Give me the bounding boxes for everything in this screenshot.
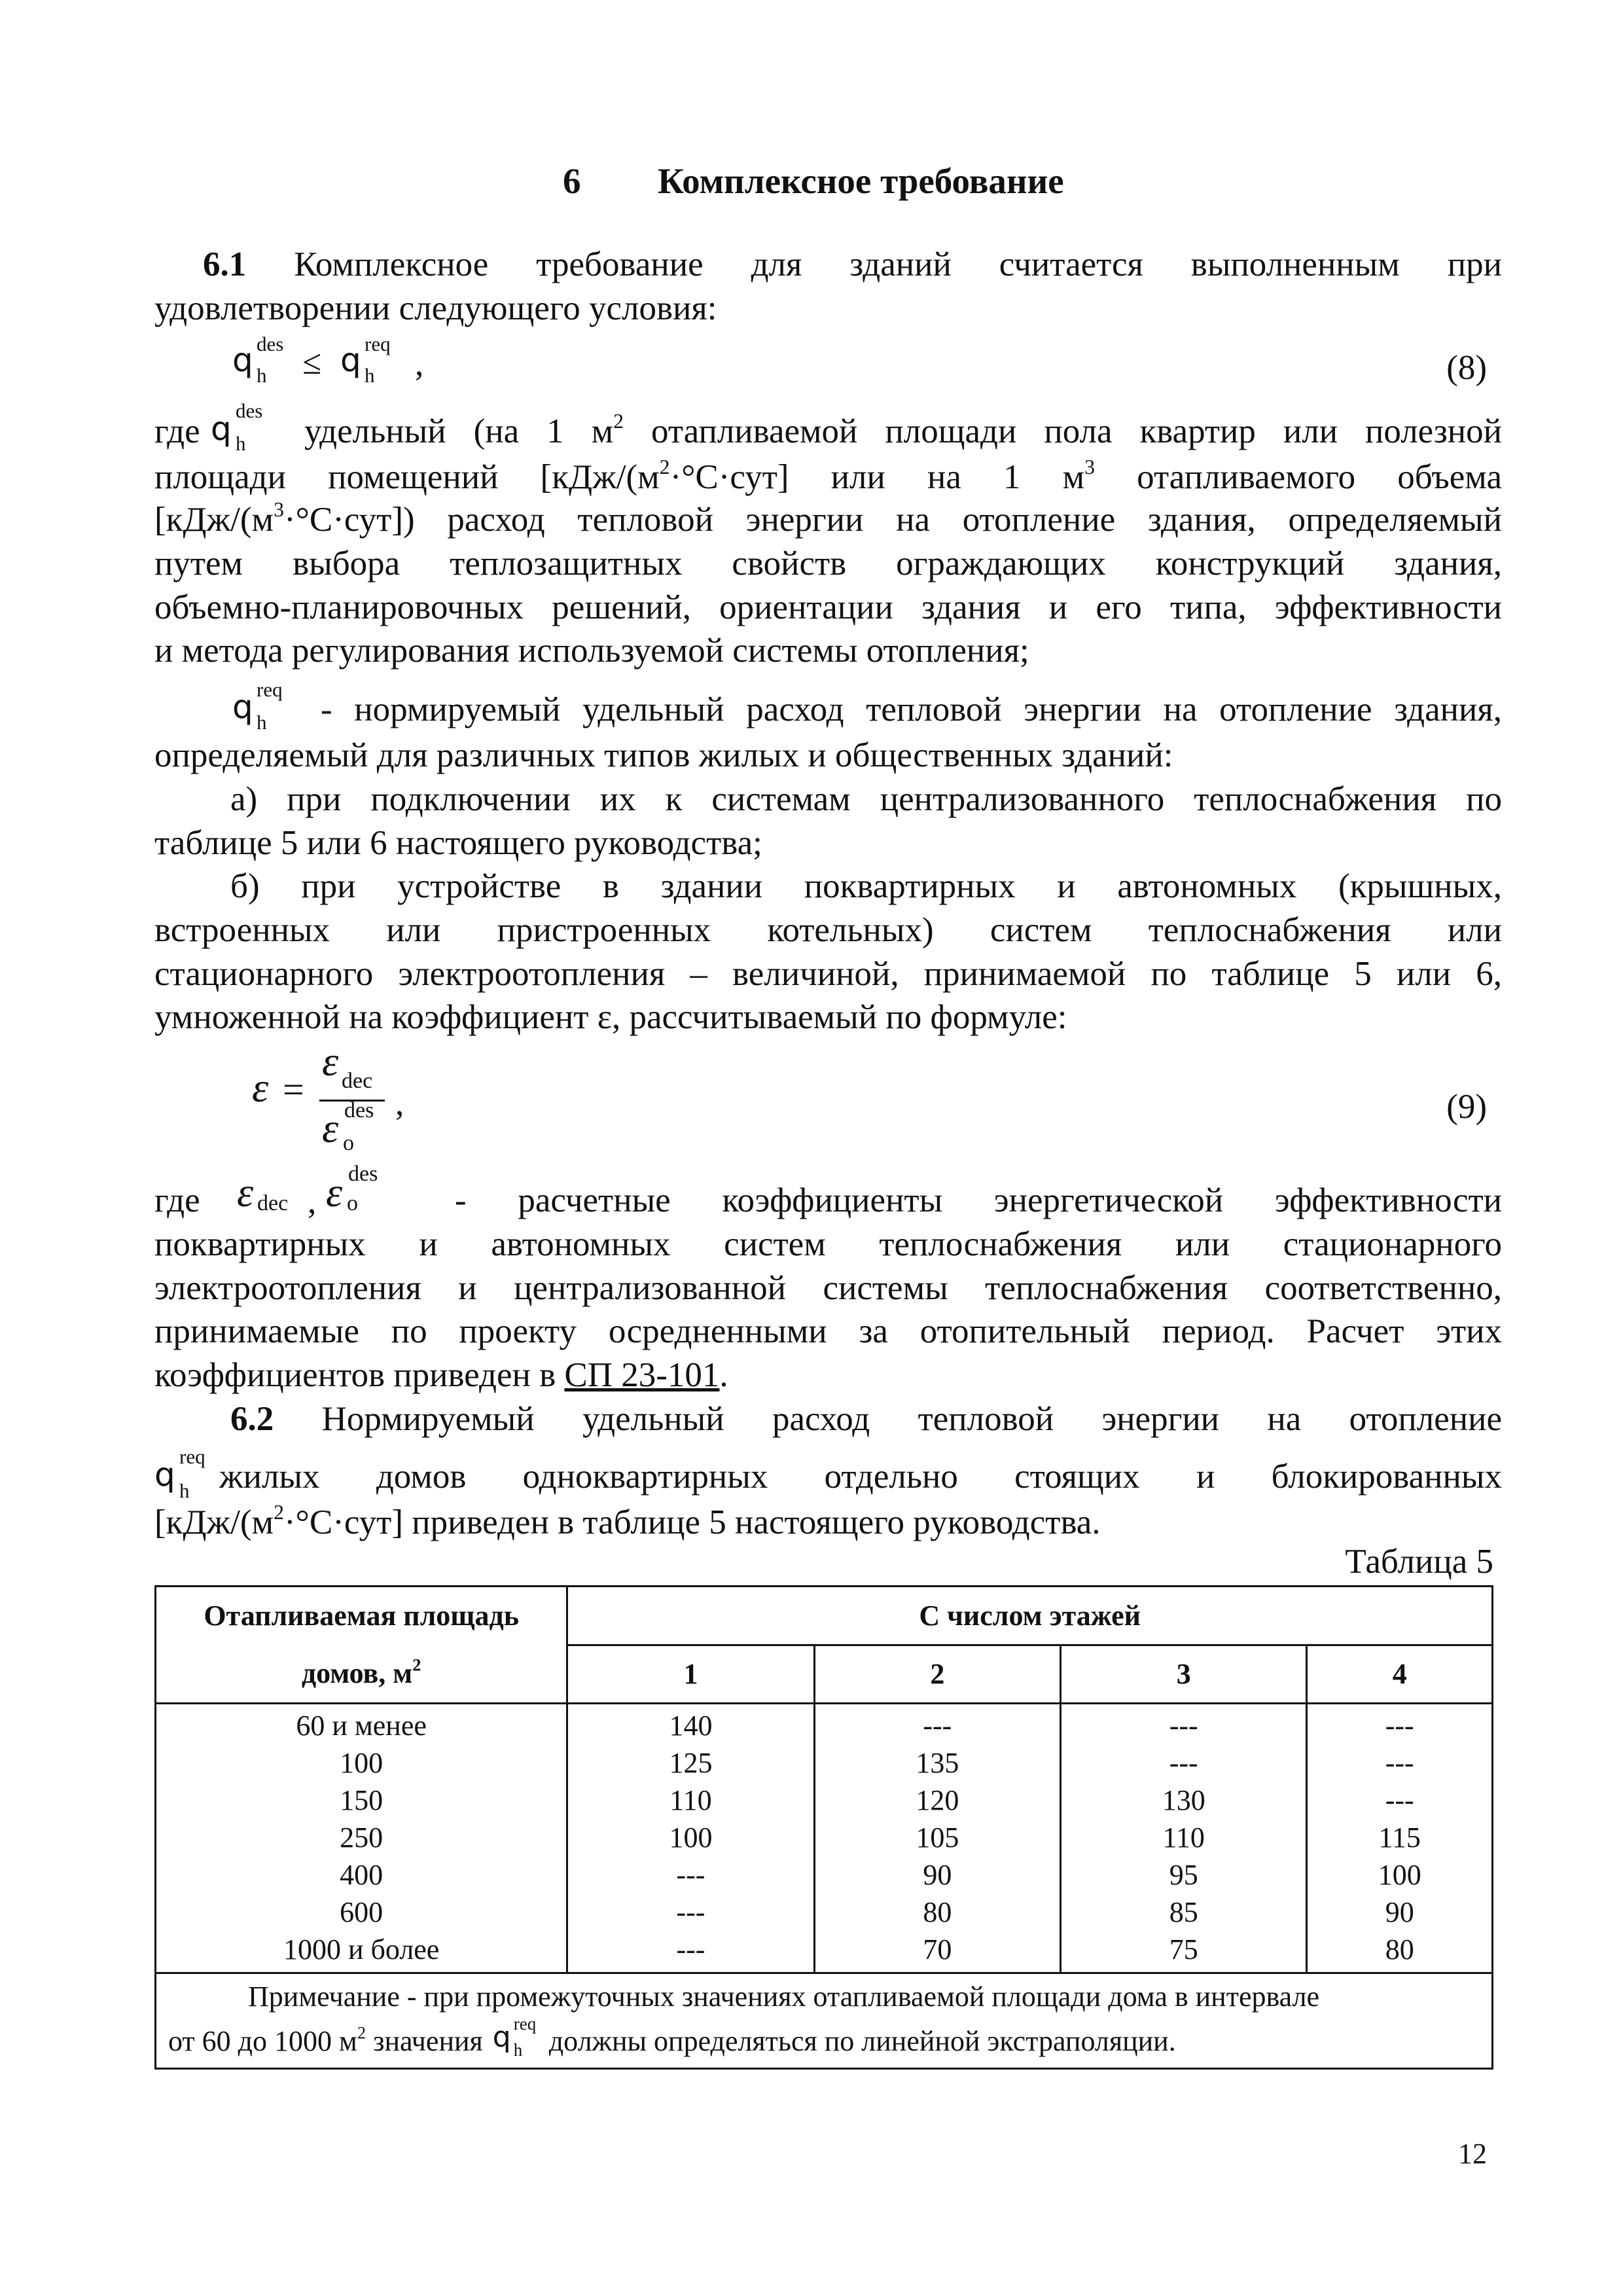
superscript-des: des: [344, 1098, 374, 1122]
header-floor-1: 1: [567, 1645, 814, 1704]
section-title: Комплексное требование: [658, 161, 1064, 201]
definition-line: - расчетные коэффициенты энергетической эффективности: [455, 1181, 1502, 1219]
equation-number: (9): [1446, 1088, 1487, 1126]
le-sign: ≤: [302, 344, 322, 382]
table-cell: 140: [669, 1710, 713, 1742]
table-note-row: [156, 1973, 1493, 2069]
comma: ,: [395, 1085, 404, 1122]
text: отапливаемой площади пола квартир или полезной: [624, 412, 1502, 450]
item-a-line2: таблице 5 или 6 настоящего руководства;: [154, 824, 762, 862]
table-body-row: [156, 1704, 1493, 1973]
column-floor-4: [1307, 1704, 1493, 1973]
definition-line: поквартирных и автономных систем теплоснабжения или стационарного: [154, 1225, 1502, 1263]
text: Нормируемый удельный расход тепловой энергии на отопление: [321, 1400, 1503, 1438]
table-cell: 115: [1378, 1821, 1421, 1854]
table-cell: 85: [1169, 1896, 1198, 1928]
subscript-h: h: [257, 364, 267, 387]
equation-number: (8): [1446, 349, 1487, 387]
column-floor-3: [1061, 1704, 1307, 1973]
header-floor-4: 4: [1307, 1645, 1493, 1704]
definition-line: определяемый для различных типов жилых и общественных зданий:: [154, 736, 1173, 774]
item-a-line1: а) при подключении их к системам централизованного теплоснабжения по: [230, 780, 1502, 818]
table-cell: 70: [923, 1933, 952, 1965]
header-floors: С числом этажей: [567, 1587, 1493, 1645]
header-floor-2: 2: [814, 1645, 1060, 1704]
table-cell: 60 и менее: [296, 1710, 427, 1742]
subscript-dec: dec: [342, 1069, 373, 1093]
text: площади помещений [кДж/(м: [154, 458, 660, 496]
clause-number: 6.1: [203, 245, 247, 283]
subscript-h: h: [513, 2039, 523, 2060]
table-cell: ---: [923, 1710, 952, 1742]
table-cell: 90: [1385, 1896, 1414, 1928]
table-cell: ---: [1169, 1710, 1198, 1742]
comma: ,: [415, 345, 424, 383]
table-cell: 600: [340, 1896, 383, 1928]
sp-23-101-link[interactable]: СП 23-101: [564, 1356, 720, 1394]
subscript-h: h: [365, 364, 375, 387]
column-floor-2: [814, 1704, 1060, 1973]
text: удельный (на 1 м: [304, 412, 614, 450]
definition-line: [154, 497, 1502, 539]
page-number: 12: [1458, 2138, 1487, 2170]
superscript-des: des: [236, 399, 263, 422]
superscript: 2: [659, 455, 670, 478]
text: значения: [366, 2025, 490, 2057]
definition-line: и метода регулирования используемой системы отопления;: [154, 632, 1029, 670]
table-cell: 90: [923, 1859, 952, 1891]
definition-line: объемно-планировочных решений, ориентации здания и его типа, эффективности: [154, 588, 1502, 626]
subscript-dec: dec: [257, 1191, 289, 1215]
header-area: [156, 1587, 567, 1704]
column-floor-1: [567, 1704, 814, 1973]
epsilon-symbol: ε: [237, 1169, 254, 1215]
table-cell: 400: [340, 1859, 383, 1891]
text: ·°С·сут] или на 1 м: [669, 458, 1085, 496]
text: где: [154, 412, 200, 450]
table-cell: 150: [340, 1784, 383, 1816]
text: ·°С·сут]) расход тепловой энергии на отопление здания, определяемый: [284, 501, 1502, 539]
section-number: 6: [563, 161, 581, 201]
table-5: [154, 1585, 1493, 2070]
paragraph-line: [154, 1500, 1101, 1541]
definition-line: [154, 455, 1503, 496]
table-cell: 75: [1169, 1933, 1198, 1965]
superscript-req: req: [257, 678, 283, 701]
table-caption: Таблица 5: [1345, 1543, 1493, 1581]
table-cell: ---: [676, 1933, 705, 1965]
item-b-line2: встроенных или пристроенных котельных) систем теплоснабжения или: [154, 911, 1502, 949]
superscript-req: req: [513, 2013, 537, 2034]
q-symbol: q: [211, 410, 232, 448]
text: [кДж/(м: [154, 501, 274, 539]
epsilon-symbol: ε: [322, 1038, 339, 1085]
text: коэффициентов приведен в: [154, 1356, 565, 1394]
text: [кДж/(м: [154, 1503, 274, 1541]
superscript-des: des: [348, 1162, 378, 1186]
q-symbol: q: [492, 2020, 511, 2054]
table-cell: 125: [669, 1747, 713, 1779]
text: от 60 до 1000 м: [168, 2025, 357, 2057]
subscript-o: o: [343, 1131, 354, 1155]
subscript-h: h: [236, 432, 246, 455]
note-line: Примечание - при промежуточных значениях отапливаемой площади дома в интервале: [248, 1981, 1320, 2013]
text: где: [154, 1181, 200, 1219]
definition-line: [154, 1358, 728, 1393]
superscript-req: req: [179, 1445, 205, 1468]
q-symbol: q: [340, 341, 361, 379]
table-cell: 135: [916, 1747, 959, 1779]
table-cell: ---: [1385, 1784, 1414, 1816]
definition-line: электроотопления и централизованной системы теплоснабжения соответственно,: [154, 1269, 1502, 1307]
epsilon-symbol: ε: [252, 1064, 269, 1111]
table-cell: 120: [916, 1784, 959, 1816]
table-cell: ---: [1385, 1710, 1414, 1742]
superscript-des: des: [257, 332, 284, 355]
table-cell: 130: [1162, 1784, 1205, 1816]
superscript: 2: [357, 2022, 366, 2043]
superscript-req: req: [365, 332, 391, 355]
table-cell: 80: [1385, 1933, 1414, 1965]
epsilon-symbol: ε: [322, 1105, 339, 1151]
definition-line: [304, 409, 1502, 450]
equals-sign: =: [283, 1068, 304, 1111]
text: домов, м: [301, 1657, 413, 1689]
q-req-symbol: [490, 2013, 549, 2064]
table-cell: ---: [1169, 1747, 1198, 1779]
epsilon-symbol: ε: [326, 1169, 343, 1215]
subscript-h: h: [257, 711, 267, 734]
note-line: [168, 2015, 1480, 2061]
text: .: [719, 1356, 728, 1394]
table-cell: 100: [1378, 1859, 1421, 1891]
column-area: [156, 1704, 567, 1973]
table-cell: 110: [1162, 1821, 1205, 1854]
item-b-line3: стационарного электроотопления – величиной, принимаемой по таблице 5 или 6,: [154, 955, 1502, 993]
table-cell: 95: [1169, 1859, 1198, 1891]
superscript: 2: [274, 1500, 284, 1524]
paragraph-line: жилых домов одноквартирных отдельно стоящих и блокированных: [219, 1458, 1502, 1496]
definition-line: путем выбора теплозащитных свойств ограждающих конструкций здания,: [154, 545, 1502, 583]
text: должны определяться по линейной экстраполяции.: [548, 2025, 1176, 2057]
table-cell: 100: [340, 1747, 383, 1779]
table-cell: 80: [923, 1896, 952, 1928]
item-b-line4: умноженной на коэффициент ε, рассчитываемый по формуле:: [154, 998, 1067, 1036]
paragraph-line: [230, 1402, 1502, 1437]
table-cell: 110: [669, 1784, 712, 1816]
subscript-o: o: [347, 1191, 358, 1215]
comma: ,: [308, 1183, 317, 1221]
table-note: [156, 1973, 1493, 2069]
item-b-line1: б) при устройстве в здании поквартирных и автономных (крышных,: [230, 867, 1502, 905]
definition-line: - нормируемый удельный расход тепловой энергии на отопление здания,: [321, 691, 1502, 728]
paragraph-6-1-line1: [203, 247, 1502, 282]
header-floor-3: 3: [1061, 1645, 1307, 1704]
table-cell: 100: [669, 1821, 713, 1854]
q-symbol: q: [232, 688, 253, 726]
table-header-row: [156, 1587, 1493, 1645]
text: ·°С·сут] приведен в таблице 5 настоящего руководства.: [284, 1503, 1101, 1541]
superscript: 3: [1084, 455, 1096, 478]
clause-number: 6.2: [230, 1400, 274, 1438]
text: Комплексное требование для зданий считается выполненным при: [294, 245, 1502, 283]
table-cell: ---: [676, 1859, 705, 1891]
paragraph-6-1-line2: удовлетворении следующего условия:: [154, 289, 717, 327]
subscript-h: h: [179, 1479, 190, 1502]
table-cell: 250: [340, 1821, 383, 1854]
table-cell: 1000 и более: [283, 1933, 440, 1965]
definition-line: принимаемые по проекту осредненными за отопительный период. Расчет этих: [154, 1312, 1502, 1350]
table-cell: 105: [916, 1821, 959, 1854]
table-cell: ---: [676, 1896, 705, 1928]
q-symbol: q: [232, 341, 253, 379]
superscript: 2: [613, 409, 624, 433]
superscript: 3: [274, 497, 284, 521]
q-symbol: q: [154, 1456, 175, 1494]
superscript: 2: [412, 1655, 421, 1675]
header-text: Отапливаемая площадь: [204, 1600, 519, 1632]
text: отапливаемого объема: [1095, 458, 1503, 496]
table-cell: ---: [1385, 1747, 1414, 1779]
header-text: [156, 1645, 566, 1702]
